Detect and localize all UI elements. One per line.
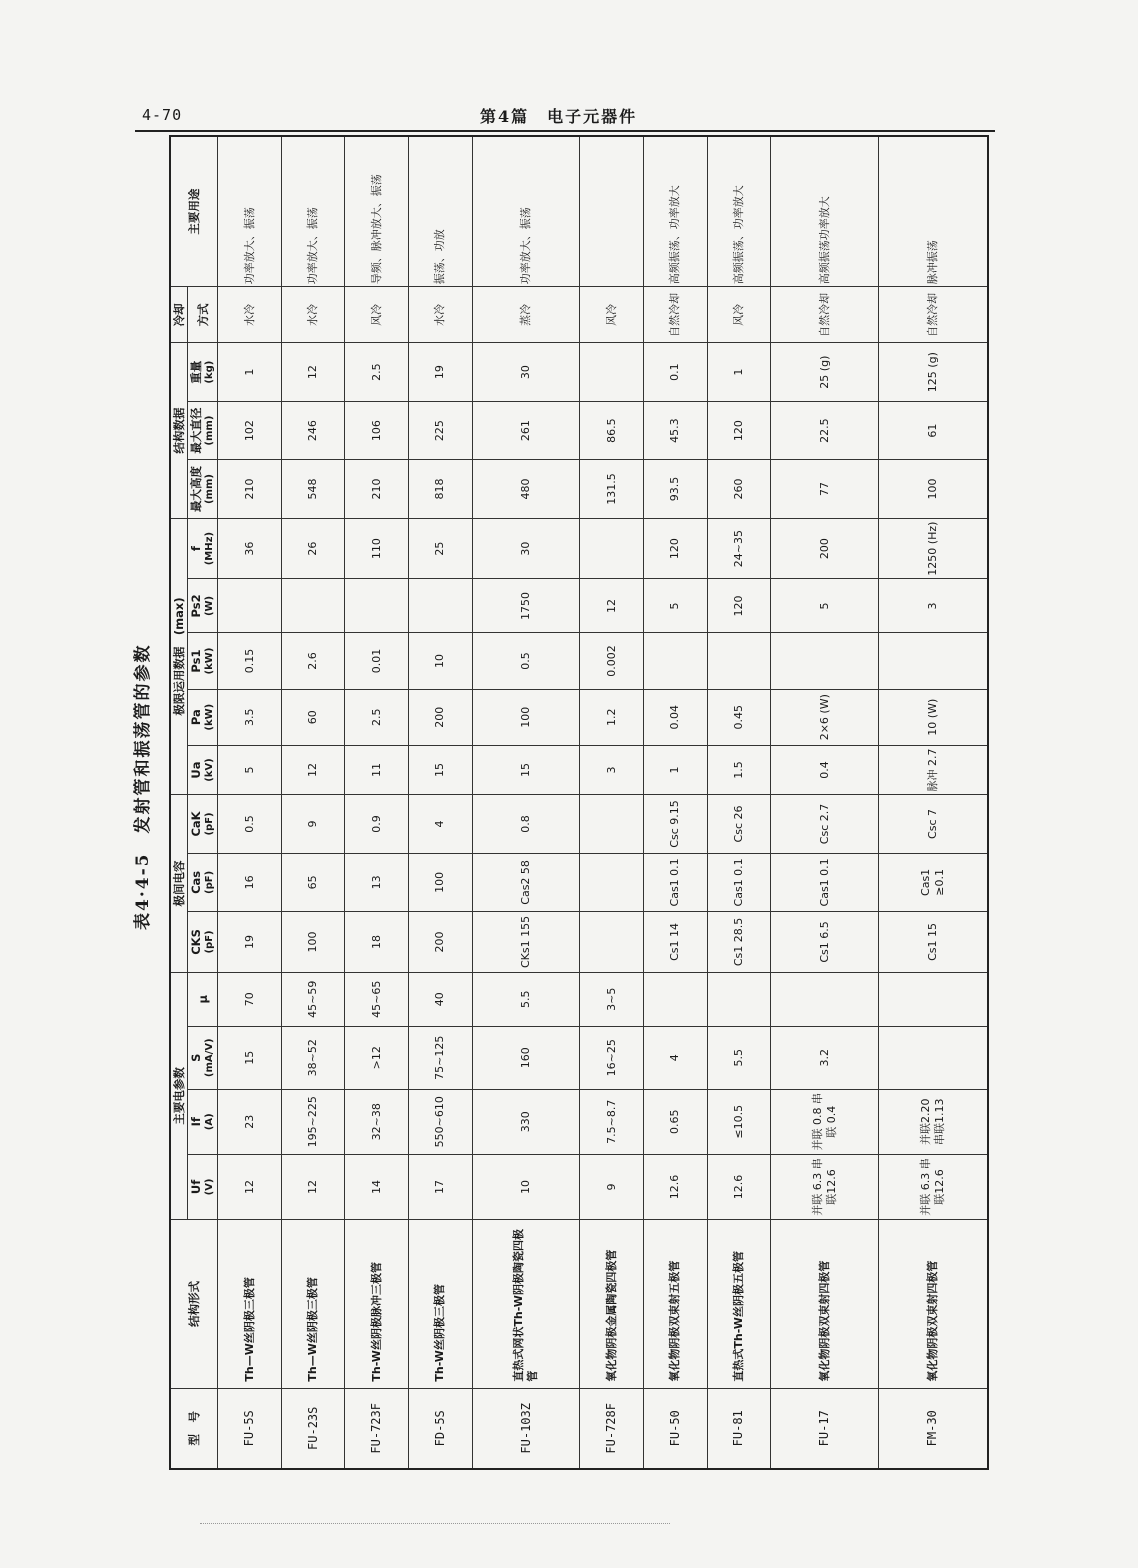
sub-pa: Pa (kW)	[188, 689, 218, 745]
sub-s: S (mA/V)	[188, 1026, 218, 1089]
cell-if: ≤10.5	[707, 1089, 771, 1154]
cell-ps1	[771, 633, 879, 689]
cell-pa: 200	[409, 689, 473, 745]
cell-cks: Cs1 15	[878, 912, 988, 973]
cell-ps1: 0.5	[472, 633, 580, 689]
cell-diameter: 102	[218, 401, 282, 459]
cell-mu: 40	[409, 972, 473, 1026]
cell-ps1: 0.15	[218, 633, 282, 689]
cell-ps2: 12	[580, 579, 644, 633]
cell-weight: 0.1	[643, 343, 707, 401]
cell-f	[580, 518, 644, 579]
cell-use: 高频振荡、功率放大	[707, 136, 771, 287]
sub-ua: Ua (kV)	[188, 745, 218, 794]
sub-f: f (MHz)	[188, 518, 218, 579]
cell-cak: 9	[281, 795, 345, 853]
sub-cak: CaK (pF)	[188, 795, 218, 853]
cell-ua: 1	[643, 745, 707, 794]
cell-weight: 19	[409, 343, 473, 401]
cell-ps2	[281, 579, 345, 633]
cell-s: >12	[345, 1026, 409, 1089]
cell-f: 36	[218, 518, 282, 579]
cell-cas: Cas1 0.1	[643, 853, 707, 911]
cell-model: FU-103Z	[472, 1388, 580, 1469]
cell-model: FM-30	[878, 1388, 988, 1469]
cell-use: 脉冲振荡	[878, 136, 988, 287]
cell-model: FU-50	[643, 1388, 707, 1469]
sub-diameter: 最大直径 (mm)	[188, 401, 218, 459]
cell-ua: 脉冲 2.7	[878, 745, 988, 794]
sub-cas: Cas (pF)	[188, 853, 218, 911]
cell-model: FD-5S	[409, 1388, 473, 1469]
bottom-dotted-rule	[200, 1523, 670, 1524]
cell-use	[580, 136, 644, 287]
cell-uf: 12	[281, 1154, 345, 1219]
cell-s: 15	[218, 1026, 282, 1089]
cell-f: 25	[409, 518, 473, 579]
cell-structure: Th-W丝阴极三极管	[409, 1220, 473, 1389]
cell-height: 93.5	[643, 460, 707, 518]
cell-cks: Cs1 6.5	[771, 912, 879, 973]
cell-cooling: 自然冷却	[878, 287, 988, 343]
sub-ps2: Ps2 (W)	[188, 579, 218, 633]
cell-pa: 60	[281, 689, 345, 745]
cell-uf: 17	[409, 1154, 473, 1219]
table-row	[771, 136, 879, 1469]
sub-cool-mode: 方式	[188, 287, 218, 343]
cell-ua: 12	[281, 745, 345, 794]
cell-s: 5.5	[707, 1026, 771, 1089]
cell-cks: Cs1 28.5	[707, 912, 771, 973]
cell-s: 16~25	[580, 1026, 644, 1089]
cell-weight: 12	[281, 343, 345, 401]
cell-s: 160	[472, 1026, 580, 1089]
cell-height: 210	[218, 460, 282, 518]
cell-s: 4	[643, 1026, 707, 1089]
cell-cas: 13	[345, 853, 409, 911]
cell-cas: 65	[281, 853, 345, 911]
cell-diameter: 261	[472, 401, 580, 459]
cell-diameter: 45.3	[643, 401, 707, 459]
cell-uf: 12.6	[707, 1154, 771, 1219]
cell-if: 并联 0.8 串联 0.4	[771, 1089, 879, 1154]
sub-ps1: Ps1 (kW)	[188, 633, 218, 689]
cell-ua: 15	[409, 745, 473, 794]
cell-cks	[580, 912, 644, 973]
cell-diameter: 246	[281, 401, 345, 459]
cell-structure: Th-W丝阴极脉冲三极管	[345, 1220, 409, 1389]
cell-if: 550~610	[409, 1089, 473, 1154]
cell-f: 26	[281, 518, 345, 579]
table-row	[409, 136, 473, 1469]
cell-use: 功率放大、振荡	[218, 136, 282, 287]
cell-ps1: 0.01	[345, 633, 409, 689]
cell-cooling: 自然冷却	[771, 287, 879, 343]
cell-height: 260	[707, 460, 771, 518]
cell-diameter: 106	[345, 401, 409, 459]
cell-uf: 并联 6.3 串联12.6	[771, 1154, 879, 1219]
cell-mu: 45~59	[281, 972, 345, 1026]
cell-ps2: 5	[643, 579, 707, 633]
cell-cas: 100	[409, 853, 473, 911]
cell-mu	[771, 972, 879, 1026]
cell-pa: 2.5	[345, 689, 409, 745]
cell-model: FU-5S	[218, 1388, 282, 1469]
cell-if: 并联2.20 串联1.13	[878, 1089, 988, 1154]
cell-mu: 45~65	[345, 972, 409, 1026]
cell-pa: 3.5	[218, 689, 282, 745]
cell-diameter: 120	[707, 401, 771, 459]
cell-model: FU-728F	[580, 1388, 644, 1469]
cell-mu: 5.5	[472, 972, 580, 1026]
cell-cooling: 风冷	[345, 287, 409, 343]
cell-structure: 直热式网状Th-W阴极陶瓷四极管	[472, 1220, 580, 1389]
cell-structure: 直热式Th-W丝阴极五极管	[707, 1220, 771, 1389]
cell-height: 818	[409, 460, 473, 518]
cell-ua: 3	[580, 745, 644, 794]
table-row	[472, 136, 580, 1469]
cell-cooling: 水冷	[409, 287, 473, 343]
sub-height: 最大高度 (mm)	[188, 460, 218, 518]
cell-cas: Cas2 58	[472, 853, 580, 911]
cell-cks: 100	[281, 912, 345, 973]
cell-ps1	[707, 633, 771, 689]
cell-diameter: 86.5	[580, 401, 644, 459]
cell-ps1: 0.002	[580, 633, 644, 689]
cell-uf: 12	[218, 1154, 282, 1219]
col-model: 型 号	[170, 1388, 218, 1469]
col-structure: 结构形式	[170, 1220, 218, 1389]
cell-structure: Th—W丝阴极三极管	[218, 1220, 282, 1389]
col-group-cooling: 冷却	[170, 287, 188, 343]
cell-cak: 0.9	[345, 795, 409, 853]
cell-s: 38~52	[281, 1026, 345, 1089]
cell-height: 131.5	[580, 460, 644, 518]
cell-s: 3.2	[771, 1026, 879, 1089]
cell-cak: Csc 7	[878, 795, 988, 853]
cell-weight	[580, 343, 644, 401]
sub-weight: 重量 (kg)	[188, 343, 218, 401]
cell-pa: 2×6 (W)	[771, 689, 879, 745]
cell-f: 200	[771, 518, 879, 579]
cell-if: 32~38	[345, 1089, 409, 1154]
cell-mu	[878, 972, 988, 1026]
cell-ps1	[878, 633, 988, 689]
cell-weight: 2.5	[345, 343, 409, 401]
cell-weight: 30	[472, 343, 580, 401]
table-row	[707, 136, 771, 1469]
cell-mu: 3~5	[580, 972, 644, 1026]
cell-cooling: 风冷	[580, 287, 644, 343]
col-group-capacitance: 极间电容	[170, 795, 188, 973]
col-use: 主要用途	[170, 136, 218, 287]
table-row	[345, 136, 409, 1469]
cell-height: 77	[771, 460, 879, 518]
cell-use: 功率放大、振荡	[281, 136, 345, 287]
table-body	[218, 136, 988, 1469]
cell-structure: 氧化物阴极双束射四极管	[878, 1220, 988, 1389]
cell-cas: 16	[218, 853, 282, 911]
cell-weight: 125 (g)	[878, 343, 988, 401]
sub-cks: CKS (pF)	[188, 912, 218, 973]
cell-f: 1250 (Hz)	[878, 518, 988, 579]
cell-cooling: 水冷	[281, 287, 345, 343]
table-row	[580, 136, 644, 1469]
cell-cks: 18	[345, 912, 409, 973]
col-group-limits: 极限运用数据 (max)	[170, 518, 188, 794]
cell-cak: Csc 2.7	[771, 795, 879, 853]
table-row	[281, 136, 345, 1469]
cell-model: FU-723F	[345, 1388, 409, 1469]
cell-diameter: 22.5	[771, 401, 879, 459]
cell-cas	[580, 853, 644, 911]
cell-weight: 25 (g)	[771, 343, 879, 401]
cell-ua: 5	[218, 745, 282, 794]
table-caption: 表4·4-5 发射管和振荡管的参数	[133, 643, 153, 930]
table-row	[218, 136, 282, 1469]
cell-cak: Csc 9.15	[643, 795, 707, 853]
cell-ps2	[409, 579, 473, 633]
cell-mu	[707, 972, 771, 1026]
cell-cooling: 蒸冷	[472, 287, 580, 343]
cell-height: 548	[281, 460, 345, 518]
rotated-table-container	[169, 135, 989, 1470]
cell-pa: 1.2	[580, 689, 644, 745]
cell-pa: 0.45	[707, 689, 771, 745]
cell-model: FU-17	[771, 1388, 879, 1469]
cell-ps1	[643, 633, 707, 689]
cell-structure: 氧化物阴极金属陶瓷四极管	[580, 1220, 644, 1389]
col-group-physical: 结构数据	[170, 343, 188, 518]
cell-cooling: 风冷	[707, 287, 771, 343]
cell-if: 7.5~8.7	[580, 1089, 644, 1154]
page-number: 4-70	[142, 106, 183, 124]
cell-cas: Cas1 0.1	[771, 853, 879, 911]
header-rule	[135, 130, 995, 132]
cell-use: 振荡、功放	[409, 136, 473, 287]
cell-ps2	[345, 579, 409, 633]
cell-structure: 氧化物阴极双束射五极管	[643, 1220, 707, 1389]
cell-cks: 200	[409, 912, 473, 973]
cell-if: 195~225	[281, 1089, 345, 1154]
cell-ps2: 120	[707, 579, 771, 633]
table-row	[878, 136, 988, 1469]
cell-cks: 19	[218, 912, 282, 973]
cell-ps2: 1750	[472, 579, 580, 633]
cell-weight: 1	[707, 343, 771, 401]
running-header: 第4篇 电子元器件	[480, 107, 638, 126]
cell-if: 0.65	[643, 1089, 707, 1154]
cell-cak: 0.5	[218, 795, 282, 853]
cell-f: 110	[345, 518, 409, 579]
cell-cooling: 自然冷却	[643, 287, 707, 343]
cell-height: 480	[472, 460, 580, 518]
cell-s	[878, 1026, 988, 1089]
cell-cks: CKs1 155	[472, 912, 580, 973]
cell-use: 导频、脉冲放大、振荡	[345, 136, 409, 287]
cell-ps1: 10	[409, 633, 473, 689]
cell-model: FU-23S	[281, 1388, 345, 1469]
cell-mu: 70	[218, 972, 282, 1026]
cell-cas: Cas1 0.1	[707, 853, 771, 911]
cell-model: FU-81	[707, 1388, 771, 1469]
cell-uf: 并联 6.3 串联12.6	[878, 1154, 988, 1219]
cell-pa: 10 (W)	[878, 689, 988, 745]
parameter-table	[169, 135, 989, 1470]
cell-s: 75~125	[409, 1026, 473, 1089]
sub-uf: Uf (V)	[188, 1154, 218, 1219]
cell-cks: Cs1 14	[643, 912, 707, 973]
cell-if: 330	[472, 1089, 580, 1154]
cell-uf: 10	[472, 1154, 580, 1219]
cell-use: 功率放大、振荡	[472, 136, 580, 287]
cell-structure: Th—W丝阴极三极管	[281, 1220, 345, 1389]
cell-diameter: 225	[409, 401, 473, 459]
cell-cak: Csc 26	[707, 795, 771, 853]
cell-cak: 4	[409, 795, 473, 853]
cell-ps2	[218, 579, 282, 633]
cell-if: 23	[218, 1089, 282, 1154]
cell-pa: 0.04	[643, 689, 707, 745]
cell-ua: 15	[472, 745, 580, 794]
cell-weight: 1	[218, 343, 282, 401]
sub-mu: μ	[188, 972, 218, 1026]
cell-use: 高频振荡功率放大	[771, 136, 879, 287]
cell-use: 高频振荡、功率放大	[643, 136, 707, 287]
cell-cak	[580, 795, 644, 853]
cell-cak: 0.8	[472, 795, 580, 853]
cell-structure: 氧化物阴极双束射四极管	[771, 1220, 879, 1389]
cell-f: 30	[472, 518, 580, 579]
cell-height: 100	[878, 460, 988, 518]
cell-ps1: 2.6	[281, 633, 345, 689]
cell-uf: 9	[580, 1154, 644, 1219]
cell-diameter: 61	[878, 401, 988, 459]
cell-ua: 1.5	[707, 745, 771, 794]
table-row	[643, 136, 707, 1469]
cell-ps2: 3	[878, 579, 988, 633]
cell-cas: Cas1 ≥0.1	[878, 853, 988, 911]
cell-ua: 11	[345, 745, 409, 794]
cell-uf: 12.6	[643, 1154, 707, 1219]
cell-mu	[643, 972, 707, 1026]
col-group-electrical: 主要电参数	[170, 972, 188, 1219]
cell-ps2: 5	[771, 579, 879, 633]
cell-cooling: 水冷	[218, 287, 282, 343]
cell-uf: 14	[345, 1154, 409, 1219]
cell-height: 210	[345, 460, 409, 518]
cell-f: 24~35	[707, 518, 771, 579]
sub-if: If (A)	[188, 1089, 218, 1154]
cell-f: 120	[643, 518, 707, 579]
cell-pa: 100	[472, 689, 580, 745]
cell-ua: 0.4	[771, 745, 879, 794]
